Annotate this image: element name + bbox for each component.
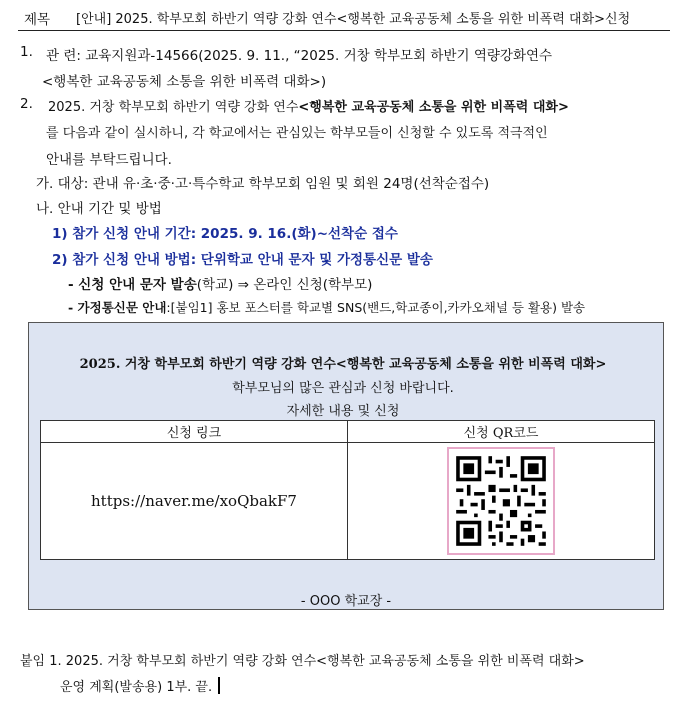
qr-cell bbox=[348, 443, 655, 560]
link-cell bbox=[41, 443, 348, 560]
apply-period: 1) 참가 신청 안내 기간: 2025. 9. 16.(화)~선착순 접수 bbox=[52, 226, 398, 242]
attachment-line1: 붙임 1. 2025. 거창 학부모회 하반기 역량 강화 연수<행복한 교육공동체 소통을 위한 비폭력 대화> bbox=[20, 654, 585, 669]
newsletter-notice-rest: :[붙임1] 홍보 포스터를 학교별 SNS(밴드,학교종이,카카오채널 등 활용) 발송 bbox=[166, 300, 586, 315]
item2-number: 2. bbox=[20, 96, 33, 112]
newsletter-notice-line bbox=[68, 298, 585, 316]
attachment-line2-text: 운영 계획(발송용) 1부. 끝. bbox=[60, 680, 213, 695]
col-qr-header: 신청 QR코드 bbox=[348, 421, 655, 443]
newsletter-notice-bold: - 가정통신문 안내 bbox=[68, 300, 167, 315]
item2-line1 bbox=[48, 96, 569, 115]
apply-link[interactable]: https://naver.me/xoQbakF7 bbox=[91, 492, 297, 510]
notice-title: 2025. 거창 학부모회 하반기 역량 강화 연수<행복한 교육공동체 소통을 위한 비폭력 대화> bbox=[79, 357, 607, 372]
target-line: 가. 대상: 관내 유·초·중·고·특수학교 학부모회 임원 및 회원 24명(선착순접수) bbox=[36, 176, 490, 192]
item2-line1-bold: <행복한 교육공동체 소통을 위한 비폭력 대화> bbox=[298, 100, 569, 115]
sms-notice-rest: (학교) ⇒ 온라인 신청(학부모) bbox=[196, 277, 373, 293]
item1-number: 1. bbox=[20, 44, 33, 60]
principal-sign: - OOO 학교장 - bbox=[300, 594, 392, 609]
attachment-line2 bbox=[60, 676, 220, 695]
subject-label: 제목 bbox=[24, 12, 51, 28]
item2-line2: 를 다음과 같이 실시하니, 각 학교에서는 관심있는 학부모들이 신청할 수 있도록 적극적인 bbox=[46, 126, 548, 141]
item2-line1-prefix: 2025. 거창 학부모회 하반기 역량 강화 연수 bbox=[48, 100, 299, 115]
document-title: [안내] 2025. 학부모회 하반기 역량 강화 연수<행복한 교육공동체 소통을 위한 비폭력 대화>신청 bbox=[76, 12, 631, 27]
text-cursor bbox=[218, 677, 220, 694]
notice-detail: 자세한 내용 및 신청 bbox=[286, 404, 400, 419]
qr-code-icon[interactable] bbox=[447, 447, 555, 555]
col-link-header: 신청 링크 bbox=[41, 421, 348, 443]
notice-subtitle: 학부모님의 많은 관심과 신청 바랍니다. bbox=[232, 381, 454, 396]
apply-table bbox=[40, 420, 655, 560]
item1-line1: 관 련: 교육지원과-14566(2025. 9. 11., “2025. 거창 학부모회 하반기 역량강화연수 bbox=[46, 48, 553, 64]
item1-line2: <행복한 교육공동체 소통을 위한 비폭력 대화>) bbox=[42, 74, 327, 90]
apply-method: 2) 참가 신청 안내 방법: 단위학교 안내 문자 및 가정통신문 발송 bbox=[52, 252, 433, 268]
period-method-heading: 나. 안내 기간 및 방법 bbox=[36, 201, 162, 217]
item2-line3: 안내를 부탁드립니다. bbox=[46, 152, 172, 168]
header-divider bbox=[18, 30, 670, 31]
sms-notice-line bbox=[68, 273, 372, 293]
sms-notice-bold: - 신청 안내 문자 발송 bbox=[68, 277, 197, 293]
